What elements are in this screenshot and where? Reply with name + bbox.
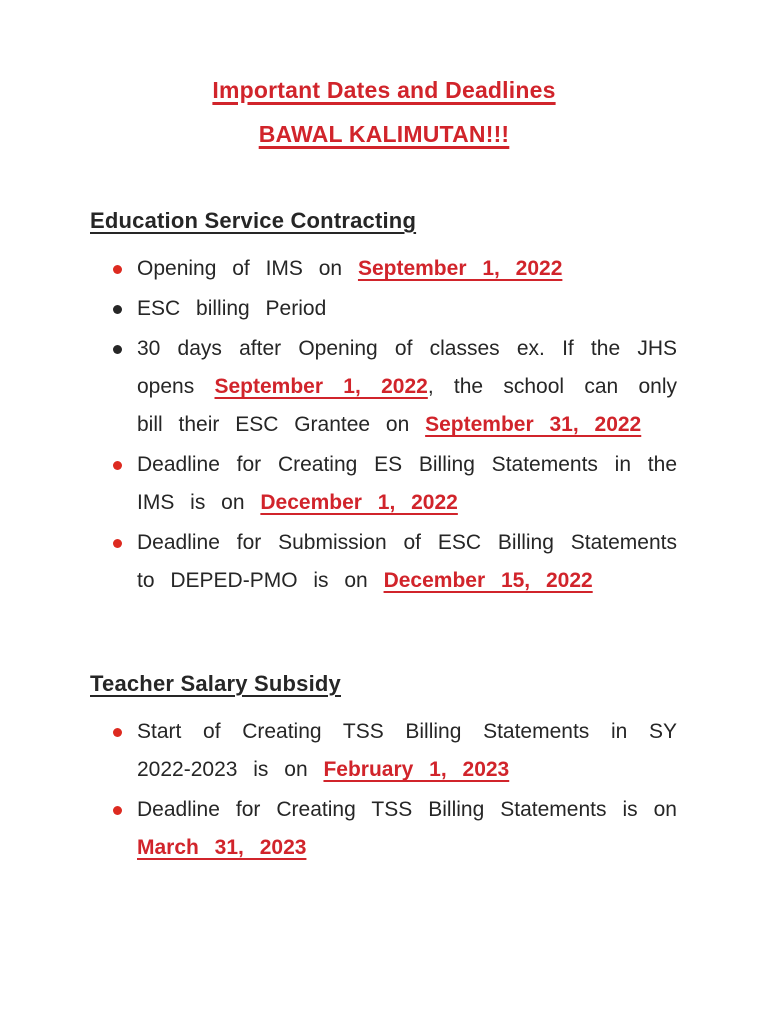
bullet-item	[90, 330, 677, 444]
document-title-line-1	[0, 70, 768, 114]
bullet-dot-icon	[113, 461, 122, 470]
bullet-dot-icon	[113, 305, 122, 314]
bullet-dot-icon	[113, 265, 122, 274]
bullet-item	[90, 250, 677, 288]
text-segment: ESC billing Period	[137, 297, 327, 320]
date-highlight: February 1, 2023	[323, 758, 510, 781]
date-highlight: March 31, 2023	[137, 836, 307, 859]
date-highlight: September 31, 2022	[425, 413, 642, 436]
bullet-item	[90, 713, 677, 789]
section-heading: Teacher Salary Subsidy	[90, 671, 341, 696]
bullet-list	[90, 713, 677, 867]
document-title-line-2	[0, 114, 768, 158]
text-segment: , the school can only bill their ESC Grantee on	[137, 375, 678, 436]
text-segment: 30 days after Opening of classes ex. If the JHS opens	[137, 337, 677, 398]
date-highlight: December 15, 2022	[383, 569, 593, 592]
bullet-item	[90, 524, 677, 600]
text-segment: Opening of IMS on	[137, 257, 358, 280]
bullet-item	[90, 290, 677, 328]
text-segment: Start of Creating TSS Billing Statements in SY 2022-2023 is on	[137, 720, 677, 781]
date-highlight: December 1, 2022	[260, 491, 458, 514]
bullet-list	[90, 250, 677, 600]
document-title: Important Dates and Deadlines	[212, 77, 556, 103]
section	[90, 668, 677, 867]
bullet-dot-icon	[113, 345, 122, 354]
section-heading: Education Service Contracting	[90, 208, 417, 233]
document-content	[0, 205, 768, 867]
sections	[90, 205, 677, 867]
document-title-block	[0, 0, 768, 158]
bullet-item	[90, 791, 677, 867]
document-subtitle: BAWAL KALIMUTAN!!!	[258, 121, 510, 147]
bullet-item	[90, 446, 677, 522]
date-highlight: September 1, 2022	[357, 257, 563, 280]
text-segment: Deadline for Submission of ESC Billing Statements to DEPED-PMO is on	[137, 531, 677, 592]
section	[90, 205, 677, 600]
date-highlight: September 1, 2022	[214, 375, 428, 398]
bullet-dot-icon	[113, 728, 122, 737]
bullet-dot-icon	[113, 806, 122, 815]
text-segment: Deadline for Creating TSS Billing Statements is on	[137, 798, 677, 821]
text-segment: Deadline for Creating ES Billing Statements in the IMS is on	[137, 453, 677, 514]
bullet-dot-icon	[113, 539, 122, 548]
